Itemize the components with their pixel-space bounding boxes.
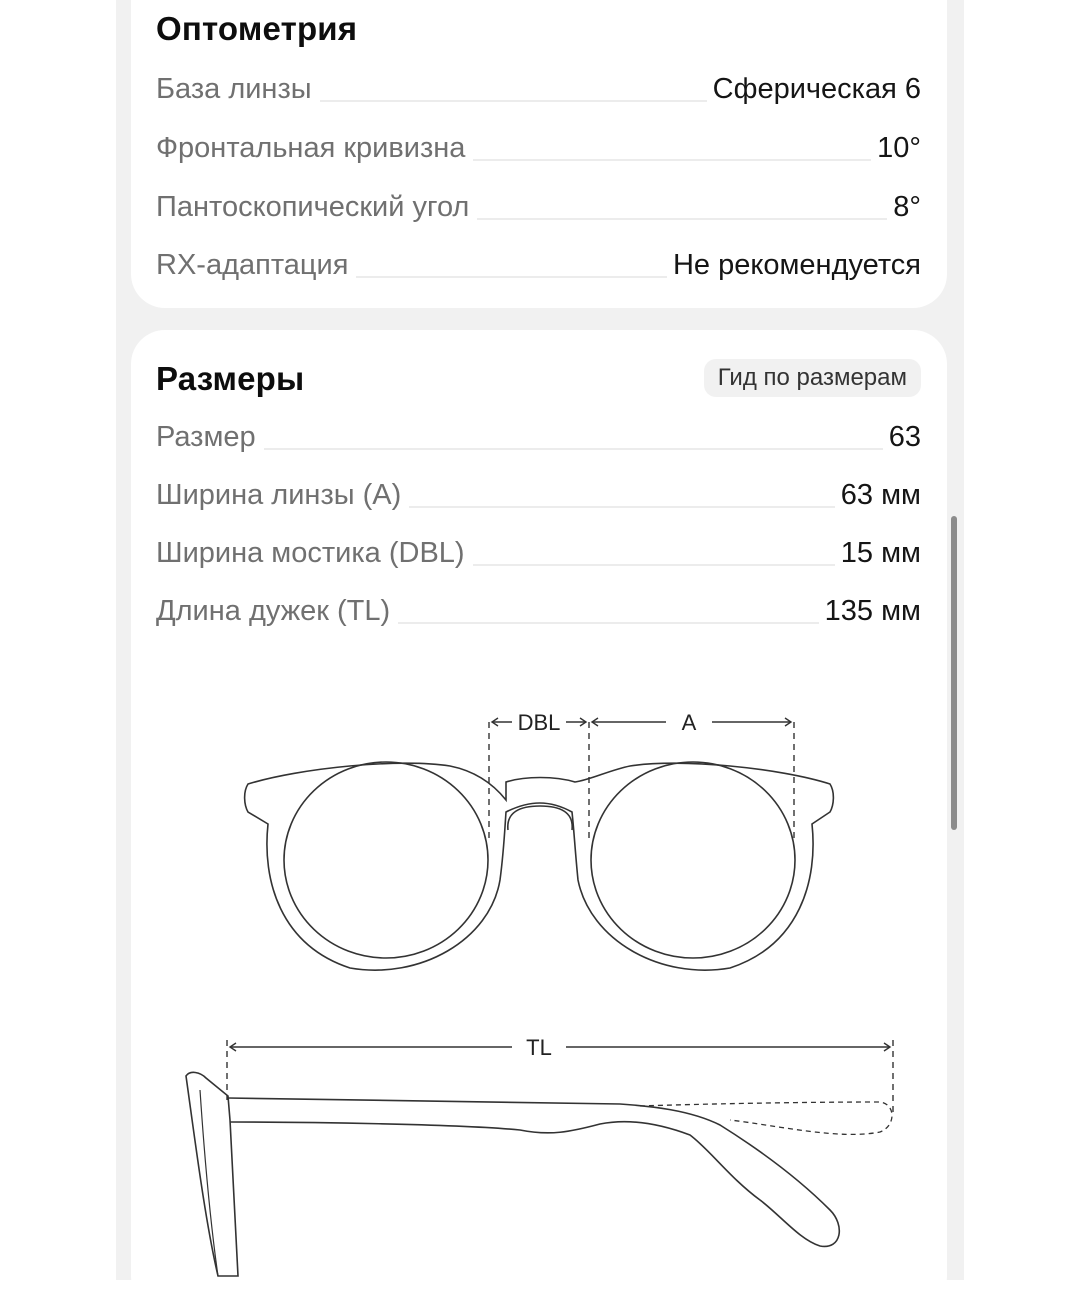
- optometry-title: Оптометрия: [156, 10, 358, 47]
- sizes-card: [131, 330, 947, 1310]
- sizes-row-lens-width: [156, 472, 921, 512]
- row-divider: [320, 100, 707, 102]
- row-value: 63: [888, 421, 921, 453]
- row-divider: [477, 218, 887, 220]
- sizes-title: Размеры: [156, 360, 305, 397]
- row-value: Не рекомендуется: [672, 249, 921, 281]
- a-label: A: [681, 710, 697, 735]
- row-value: 15 мм: [840, 537, 921, 569]
- row-divider: [473, 159, 871, 161]
- row-label: База линзы: [156, 73, 312, 105]
- optometry-row-front-curve: [156, 125, 921, 165]
- row-label: Ширина мостика (DBL): [156, 537, 465, 569]
- row-divider: [398, 622, 819, 624]
- row-value: 8°: [893, 191, 921, 223]
- row-label: Ширина линзы (A): [156, 479, 402, 511]
- sizes-row-size: [156, 414, 921, 454]
- row-value: Сферическая 6: [712, 73, 921, 105]
- row-value: 135 мм: [824, 595, 921, 627]
- row-divider: [473, 564, 835, 566]
- optometry-card: [131, 0, 947, 308]
- optometry-row-rx: [156, 242, 921, 282]
- scrollbar[interactable]: [951, 516, 957, 830]
- optometry-row-lens-base: [156, 66, 921, 106]
- sizes-row-bridge-width: [156, 530, 921, 570]
- dbl-label: DBL: [517, 710, 561, 735]
- row-divider: [409, 506, 835, 508]
- size-guide-button[interactable]: Гид по размерам: [704, 359, 921, 397]
- row-divider: [264, 448, 883, 450]
- optometry-row-pantoscopic-angle: [156, 184, 921, 224]
- row-value: 63 мм: [840, 479, 921, 511]
- row-divider: [356, 276, 667, 278]
- row-label: Размер: [156, 421, 256, 453]
- tl-label: TL: [526, 1035, 552, 1060]
- row-label: Фронтальная кривизна: [156, 132, 466, 164]
- sizes-row-temple-length: [156, 588, 921, 628]
- row-label: RX-адаптация: [156, 249, 349, 281]
- row-label: Длина дужек (TL): [156, 595, 391, 627]
- row-value: 10°: [877, 132, 921, 164]
- row-label: Пантоскопический угол: [156, 191, 470, 223]
